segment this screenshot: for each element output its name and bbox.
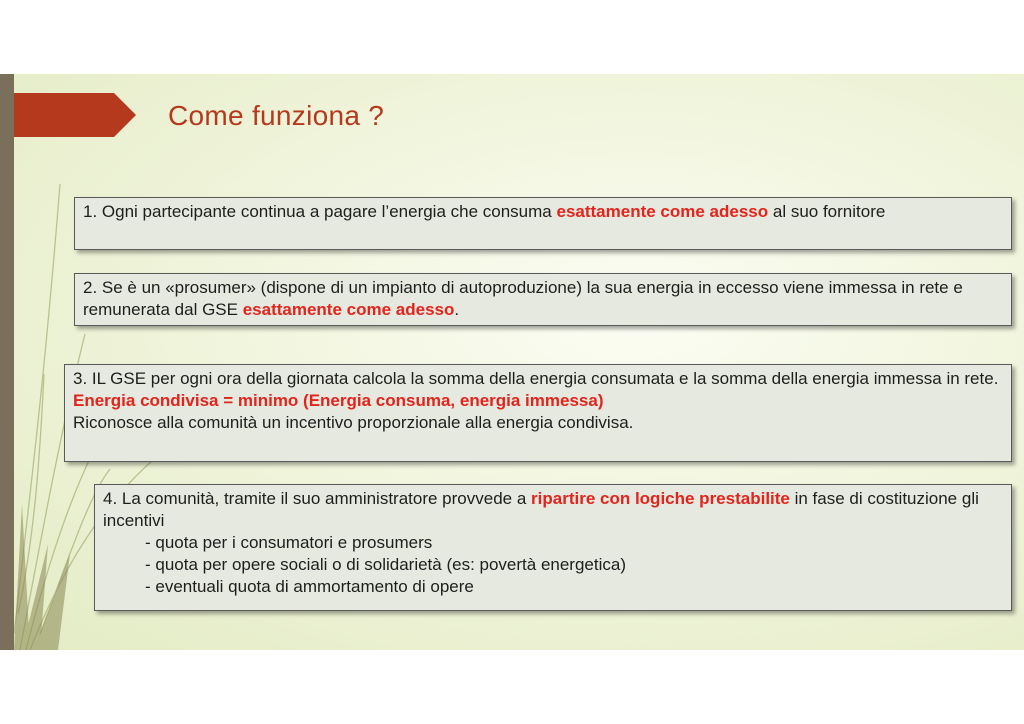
slide bbox=[0, 74, 1024, 650]
box2-text-b: . bbox=[454, 300, 460, 319]
box4-text-b: in fase di costituzione gli incentivi bbox=[103, 489, 979, 530]
info-box-2 bbox=[74, 273, 1012, 326]
box2-text-a: 2. Se è un «prosumer» (dispone di un impianto di autoproduzione) la sua energia in eccesso viene immessa in rete e remunerata dal GSE bbox=[83, 278, 963, 319]
box4-item-3: - eventuali quota di ammortamento di opere bbox=[145, 577, 474, 596]
box2-highlight: esattamente come adesso bbox=[242, 300, 455, 319]
info-box-3 bbox=[64, 364, 1012, 462]
box1-highlight: esattamente come adesso bbox=[556, 202, 769, 221]
box4-item-1: - quota per i consumatori e prosumers bbox=[145, 533, 433, 552]
info-box-1 bbox=[74, 197, 1012, 250]
left-accent-bar bbox=[0, 74, 14, 650]
box3-line1: 3. IL GSE per ogni ora della giornata calcola la somma della energia consumata e la somma della energia immessa in rete. bbox=[73, 369, 999, 388]
box1-text-b: al suo fornitore bbox=[768, 202, 886, 221]
title-arrow-shape bbox=[14, 93, 136, 137]
box3-line3: Riconosce alla comunità un incentivo proporzionale alla energia condivisa. bbox=[73, 413, 634, 432]
slide-title: Come funziona ? bbox=[168, 100, 385, 131]
box4-item-2: - quota per opere sociali o di solidarietà (es: povertà energetica) bbox=[145, 555, 626, 574]
box4-highlight: ripartire con logiche prestabilite bbox=[531, 489, 790, 508]
box4-text-a: 4. La comunità, tramite il suo amministratore provvede a bbox=[103, 489, 532, 508]
box4-intro bbox=[103, 488, 1003, 532]
box1-text-a: 1. Ogni partecipante continua a pagare l’energia che consuma bbox=[83, 202, 557, 221]
info-box-4 bbox=[94, 484, 1012, 611]
box3-highlight: Energia condivisa = minimo (Energia consuma, energia immessa) bbox=[73, 391, 604, 410]
